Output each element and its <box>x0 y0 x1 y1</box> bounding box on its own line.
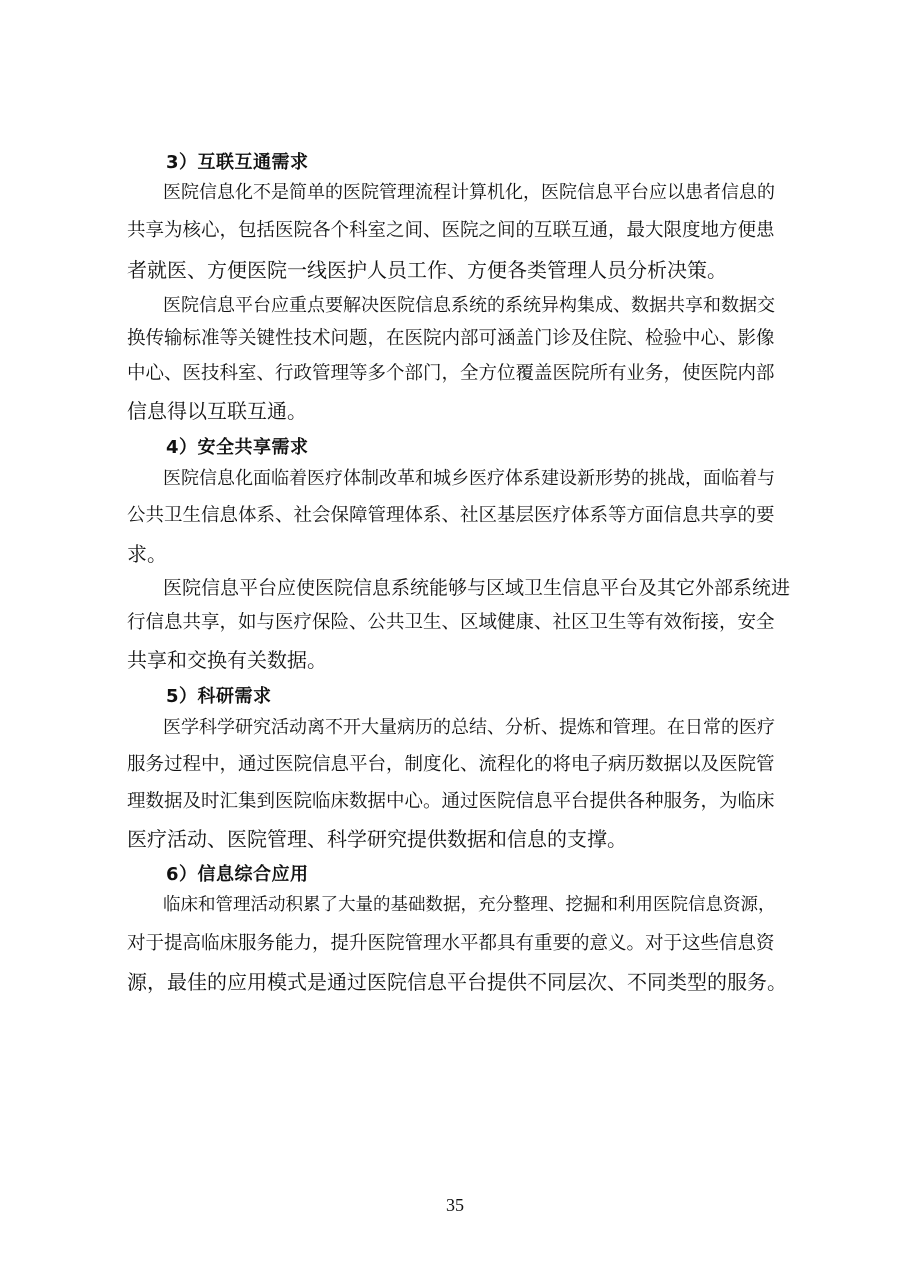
paragraph-line: 对于提高临床服务能力，提升医院管理水平都具有重要的意义。对于这些信息资 <box>127 933 775 954</box>
paragraph-line: 医院信息化面临着医疗体制改革和城乡医疗体系建设新形势的挑战，面临着与 <box>163 468 775 489</box>
section-heading-4: 4）安全共享需求 <box>166 437 309 458</box>
paragraph-line: 服务过程中，通过医院信息平台，制度化、流程化的将电子病历数据以及医院管 <box>127 754 775 775</box>
paragraph-line: 中心、医技科室、行政管理等多个部门，全方位覆盖医院所有业务，使医院内部 <box>127 363 775 384</box>
paragraph-line: 医院信息平台应使医院信息系统能够与区域卫生信息平台及其它外部系统进 <box>163 577 791 599</box>
section-heading-3: 3）互联互通需求 <box>166 152 309 173</box>
section-heading-5: 5）科研需求 <box>166 686 272 707</box>
paragraph-line: 行信息共享，如与医疗保险、公共卫生、区域健康、社区卫生等有效衔接，安全 <box>127 612 775 633</box>
paragraph-line: 信息得以互联互通。 <box>127 399 307 423</box>
paragraph-line: 者就医、方便医院一线医护人员工作、方便各类管理人员分析决策。 <box>127 258 727 282</box>
paragraph-line: 共享为核心，包括医院各个科室之间、医院之间的互联互通，最大限度地方便患 <box>127 220 775 241</box>
paragraph-line: 医院信息平台应重点要解决医院信息系统的系统异构集成、数据共享和数据交 <box>163 295 775 316</box>
paragraph-line: 医疗活动、医院管理、科学研究提供数据和信息的支撑。 <box>127 827 627 851</box>
paragraph-line: 医院信息化不是简单的医院管理流程计算机化，医院信息平台应以患者信息的 <box>163 182 775 203</box>
section-heading-6: 6）信息综合应用 <box>166 864 309 885</box>
paragraph-line: 医学科学研究活动离不开大量病历的总结、分析、提炼和管理。在日常的医疗 <box>163 717 775 738</box>
paragraph-line: 公共卫生信息体系、社会保障管理体系、社区基层医疗体系等方面信息共享的要 <box>127 505 775 526</box>
paragraph-line: 求。 <box>127 542 167 566</box>
paragraph-line: 共享和交换有关数据。 <box>127 648 327 672</box>
paragraph-line: 换传输标准等关键性技术问题，在医院内部可涵盖门诊及住院、检验中心、影像 <box>127 328 775 349</box>
paragraph-line: 理数据及时汇集到医院临床数据中心。通过医院信息平台提供各种服务，为临床 <box>127 791 775 812</box>
paragraph-line: 临床和管理活动积累了大量的基础数据，充分整理、挖掘和利用医院信息资源， <box>163 895 776 915</box>
paragraph-line: 源，最佳的应用模式是通过医院信息平台提供不同层次、不同类型的服务。 <box>127 970 787 994</box>
page-number: 35 <box>446 1195 464 1215</box>
